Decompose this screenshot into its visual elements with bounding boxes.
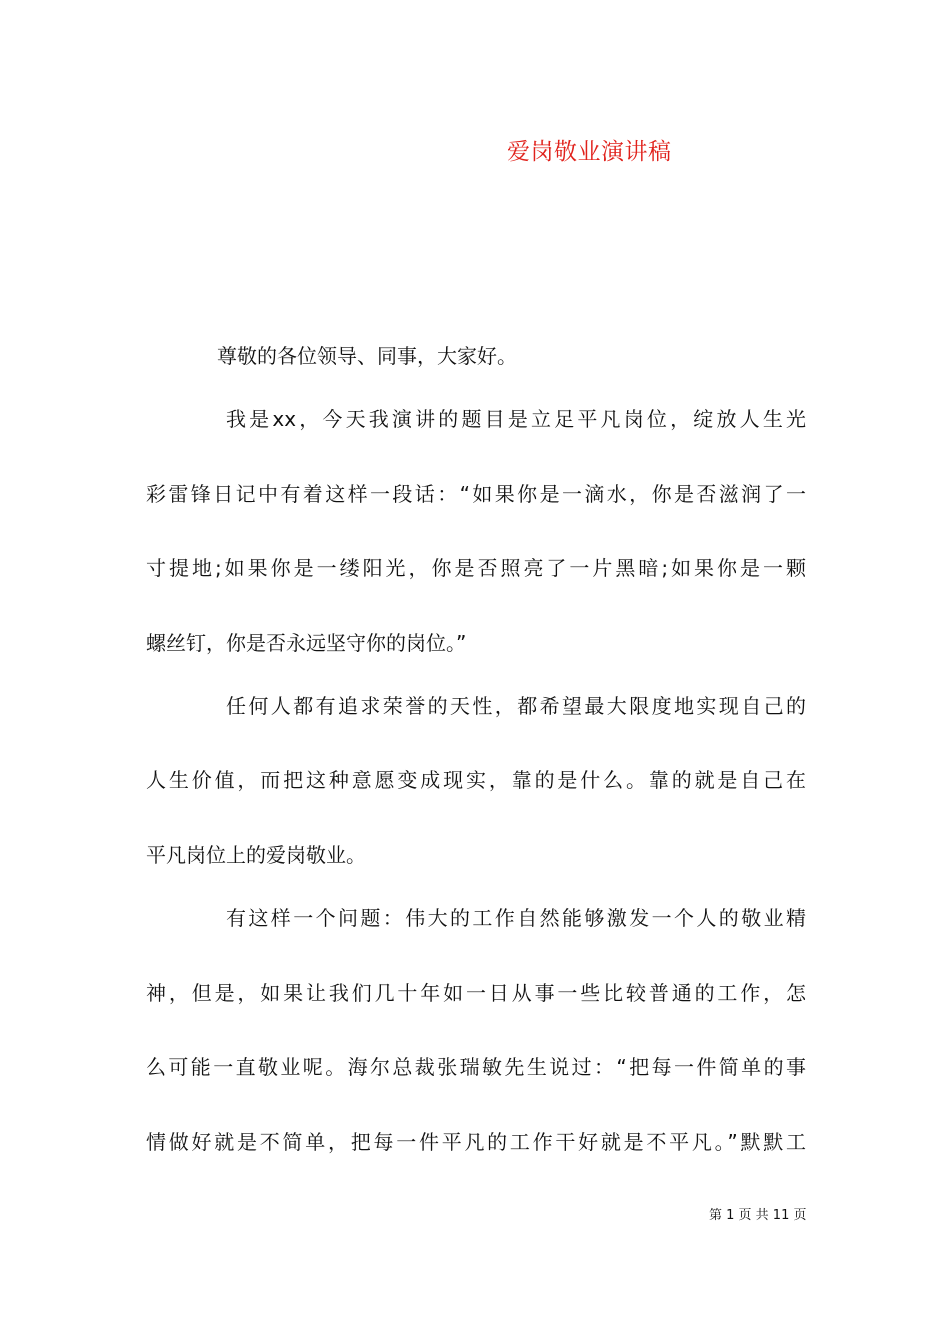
paragraph-line: 人生价值，而把这种意愿变成现实，靠的是什么。靠的就是自己在 bbox=[146, 768, 806, 792]
paragraph-line: 么可能一直敬业呢。海尔总裁张瑞敏先生说过：“把每一件简单的事 bbox=[146, 1055, 806, 1079]
paragraph-line: 神，但是，如果让我们几十年如一日从事一些比较普通的工作，怎 bbox=[146, 981, 806, 1005]
paragraph-line: 螺丝钉，你是否永远坚守你的岗位。” bbox=[146, 631, 467, 655]
paragraph-line: 彩雷锋日记中有着这样一段话：“如果你是一滴水，你是否滋润了一 bbox=[146, 482, 806, 506]
paragraph-line: 任何人都有追求荣誉的天性，都希望最大限度地实现自己的 bbox=[226, 694, 806, 718]
paragraph-line: 情做好就是不简单，把每一件平凡的工作干好就是不平凡。”默默工 bbox=[146, 1130, 806, 1154]
paragraph-line: 尊敬的各位领导、同事，大家好。 bbox=[217, 344, 517, 368]
paragraph-line: 有这样一个问题：伟大的工作自然能够激发一个人的敬业精 bbox=[226, 906, 806, 930]
document-title: 爱岗敬业演讲稿 bbox=[507, 139, 672, 165]
paragraph-line: 我是xx，今天我演讲的题目是立足平凡岗位，绽放人生光 bbox=[226, 407, 806, 431]
paragraph-line: 平凡岗位上的爱岗敬业。 bbox=[146, 843, 366, 867]
page-number: 第 1 页 共 11 页 bbox=[709, 1208, 807, 1223]
paragraph-line: 寸提地;如果你是一缕阳光，你是否照亮了一片黑暗;如果你是一颗 bbox=[146, 556, 806, 580]
